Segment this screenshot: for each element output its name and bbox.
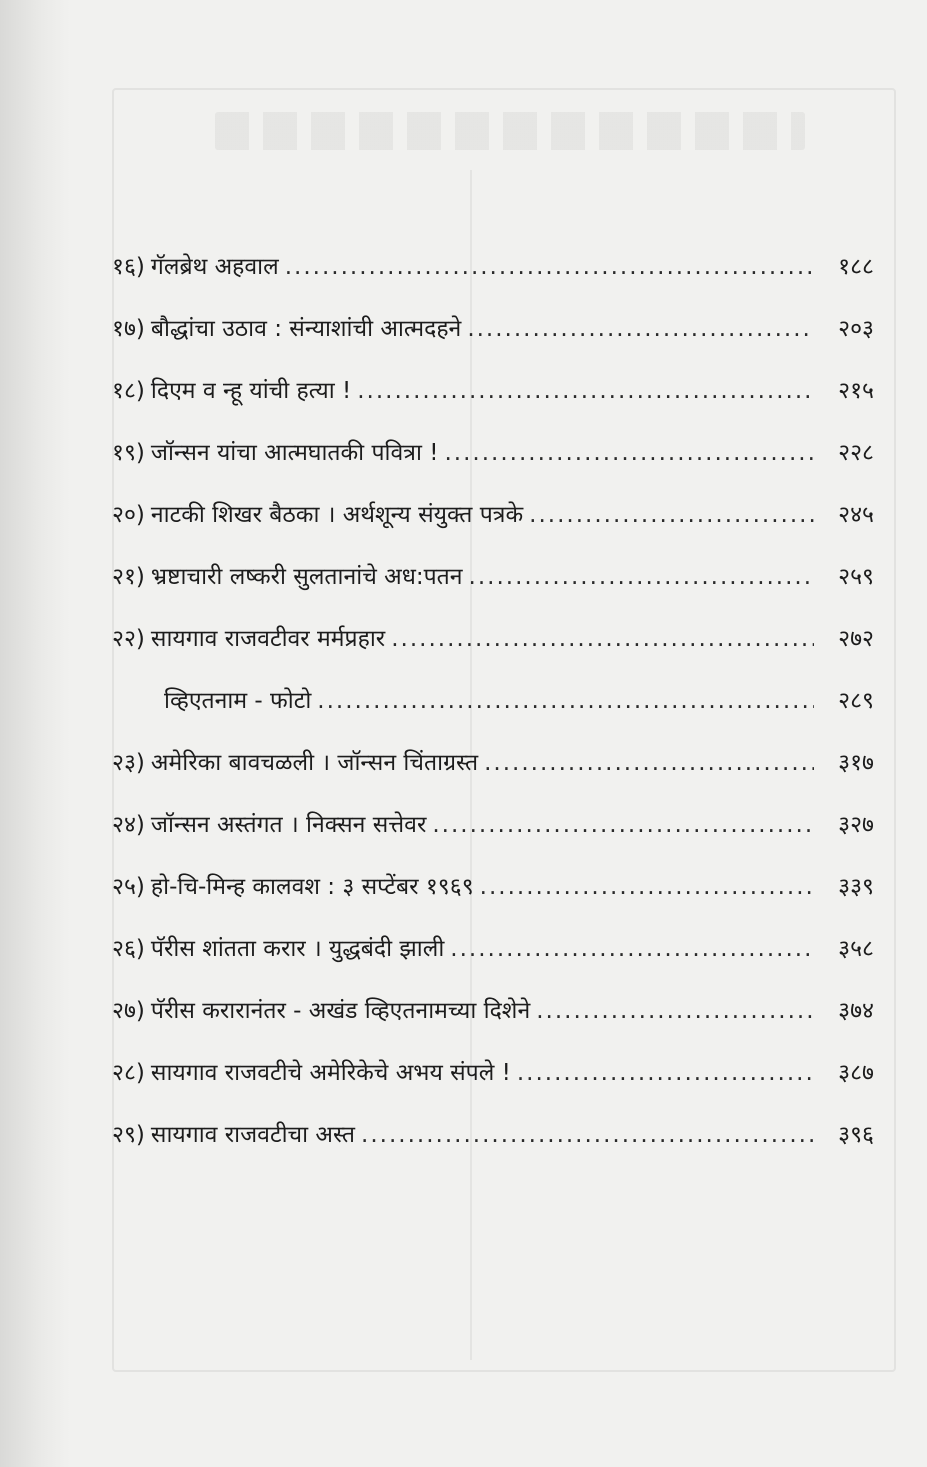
toc-entry-29[interactable] xyxy=(112,1104,874,1166)
toc-entry-page: २४५ xyxy=(838,502,874,528)
toc-entry-24[interactable] xyxy=(112,794,874,856)
toc-entry-26[interactable] xyxy=(112,918,874,980)
dot-leader xyxy=(317,670,814,732)
toc-entry-number: २१) xyxy=(112,564,145,590)
toc-entry-page: ३२७ xyxy=(838,812,874,838)
dot-leader xyxy=(285,236,814,298)
toc-entry-25[interactable] xyxy=(112,856,874,918)
dot-leader xyxy=(432,794,814,856)
dot-leader xyxy=(444,422,814,484)
toc-entry-title: पॅरीस करारानंतर - अखंड व्हिएतनामच्या दिशेने xyxy=(150,998,531,1024)
toc-entry-title: सायगाव राजवटीवर मर्मप्रहार xyxy=(150,626,386,652)
toc-entry-title: दिएम व न्हू यांची हत्या ! xyxy=(150,378,352,404)
toc-entry-page: २०३ xyxy=(838,316,874,342)
dot-leader xyxy=(484,732,814,794)
toc-entry-title: व्हिएतनाम - फोटो xyxy=(164,688,312,714)
toc-entry-number: २५) xyxy=(112,874,145,900)
dot-leader xyxy=(450,918,814,980)
toc-entry-title: गॅलब्रेथ अहवाल xyxy=(150,254,279,280)
toc-entry-number: २६) xyxy=(112,936,145,962)
toc-entry-title: सायगाव राजवटीचा अस्त xyxy=(150,1122,356,1148)
toc-entry-23[interactable] xyxy=(112,732,874,794)
toc-entry-28[interactable] xyxy=(112,1042,874,1104)
toc-entry-title: भ्रष्टाचारी लष्करी सुलतानांचे अध:पतन xyxy=(150,564,463,590)
toc-entry-title: पॅरीस शांतता करार । युद्धबंदी झाली xyxy=(150,936,445,962)
toc-entry-22[interactable] xyxy=(112,608,874,670)
dot-leader xyxy=(469,546,814,608)
toc-entry-page: २२८ xyxy=(838,440,874,466)
toc-entry-page: ३१७ xyxy=(838,750,874,776)
toc-entry-title: नाटकी शिखर बैठका । अर्थशून्य संयुक्त पत्रके xyxy=(150,502,524,528)
toc-entry-number: २४) xyxy=(112,812,145,838)
toc-entry-18[interactable] xyxy=(112,360,874,422)
dot-leader xyxy=(517,1042,814,1104)
toc-entry-page: २७२ xyxy=(838,626,874,652)
toc-entry-page: २५९ xyxy=(838,564,874,590)
toc-entry-number: १८) xyxy=(112,378,145,404)
toc-entry-number: २३) xyxy=(112,750,145,776)
toc-entry-21[interactable] xyxy=(112,546,874,608)
toc-entry-number: २७) xyxy=(112,998,145,1024)
dot-leader xyxy=(361,1104,814,1166)
toc-entry-title: जॉन्सन अस्तंगत । निक्सन सत्तेवर xyxy=(150,812,427,838)
toc-entry-number: १६) xyxy=(112,254,145,280)
toc-entry-20[interactable] xyxy=(112,484,874,546)
toc-entry-title: बौद्धांचा उठाव : संन्याशांची आत्मदहने xyxy=(150,316,462,342)
toc-entry-number: २८) xyxy=(112,1060,145,1086)
toc-entry-page: ३८७ xyxy=(838,1060,874,1086)
toc-entry-page: २१५ xyxy=(838,378,874,404)
dot-leader xyxy=(467,298,814,360)
toc-entry-title: अमेरिका बावचळली । जॉन्सन चिंताग्रस्त xyxy=(150,750,479,776)
toc-entry-19[interactable] xyxy=(112,422,874,484)
toc-entry-number: २९) xyxy=(112,1122,145,1148)
toc-entry-page: ३५८ xyxy=(838,936,874,962)
toc-entry-title: हो-चि-मिन्ह कालवश : ३ सप्टेंबर १९६९ xyxy=(150,874,474,900)
toc-entry-photos[interactable] xyxy=(112,670,874,732)
toc-entry-16[interactable] xyxy=(112,236,874,298)
toc-entry-title: जॉन्सन यांचा आत्मघातकी पवित्रा ! xyxy=(150,440,439,466)
toc-entry-page: २८९ xyxy=(838,688,874,714)
toc-entry-number: १७) xyxy=(112,316,145,342)
table-of-contents xyxy=(112,236,874,1166)
toc-entry-number: २२) xyxy=(112,626,145,652)
page-binding-shadow xyxy=(0,0,70,1467)
dot-leader xyxy=(529,484,814,546)
toc-entry-page: ३३९ xyxy=(838,874,874,900)
dot-leader xyxy=(480,856,814,918)
toc-entry-number: २०) xyxy=(112,502,145,528)
toc-entry-number: १९) xyxy=(112,440,145,466)
bleed-through-heading xyxy=(215,112,805,150)
toc-entry-page: ३९६ xyxy=(838,1122,874,1148)
dot-leader xyxy=(536,980,814,1042)
dot-leader xyxy=(357,360,814,422)
dot-leader xyxy=(391,608,814,670)
toc-entry-17[interactable] xyxy=(112,298,874,360)
toc-entry-27[interactable] xyxy=(112,980,874,1042)
toc-entry-title: सायगाव राजवटीचे अमेरिकेचे अभय संपले ! xyxy=(150,1060,511,1086)
toc-entry-page: १८८ xyxy=(838,254,874,280)
toc-entry-page: ३७४ xyxy=(838,998,874,1024)
